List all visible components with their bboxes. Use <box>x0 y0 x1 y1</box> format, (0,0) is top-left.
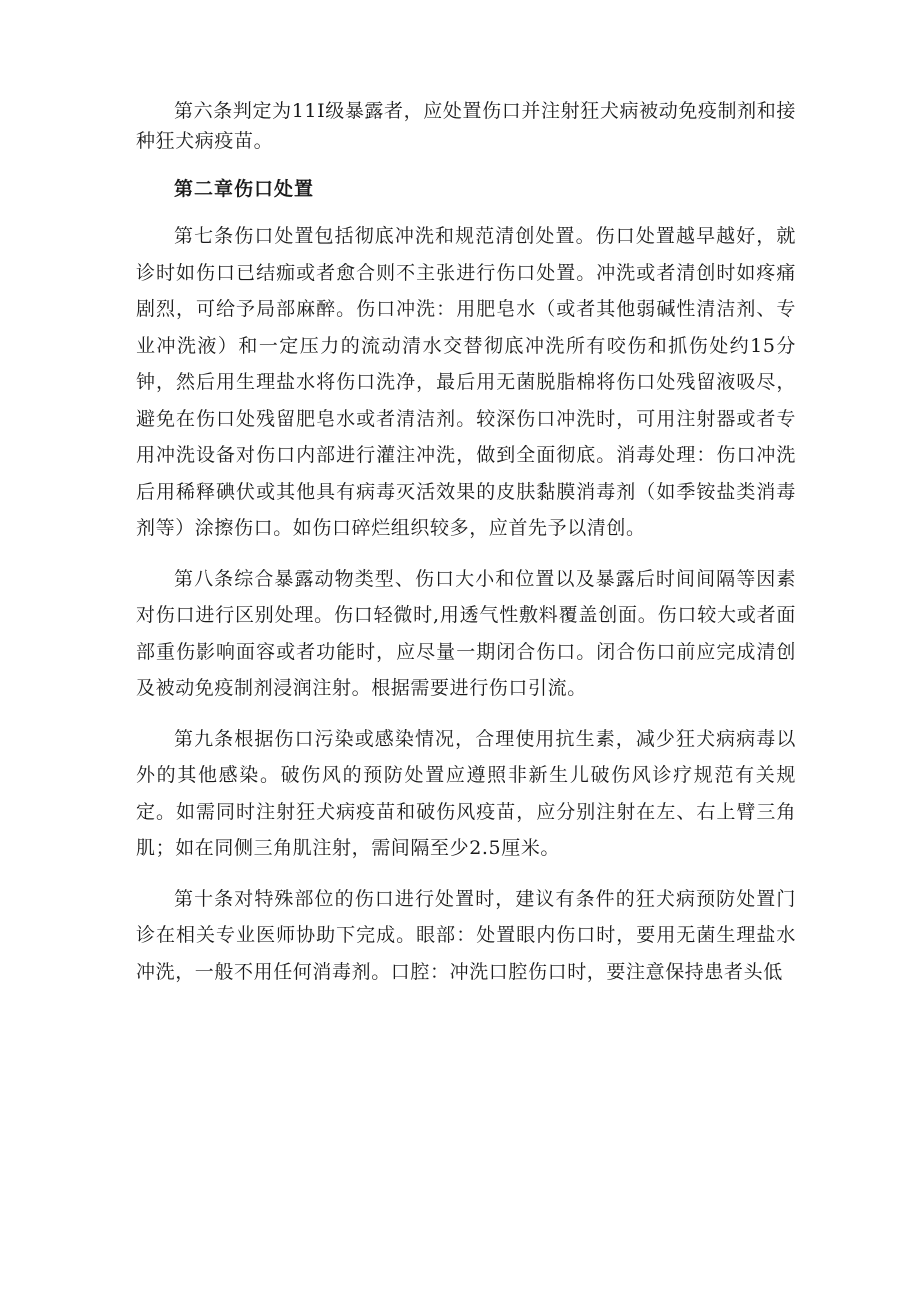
chapter-2-heading: 第二章伤口处置 <box>174 178 315 200</box>
document-body <box>136 96 796 1004</box>
article-9-paragraph: 第九条根据伤口污染或感染情况，合理使用抗生素，减少狂犬病病毒以外的其他感染。破伤风的预防处置应遵照非新生儿破伤风诊疗规范有关规定。如需同时注射狂犬病疫苗和破伤风疫苗，应分别注射在左、右上臂三角肌；如在同侧三角肌注射，需间隔至少2.5厘米。 <box>136 727 796 859</box>
article-10-paragraph: 第十条对特殊部位的伤口进行处置时，建议有条件的狂犬病预防处置门诊在相关专业医师协助下完成。眼部：处置眼内伤口时，要用无菌生理盐水冲洗，一般不用任何消毒剂。口腔：冲洗口腔伤口时，要注意保持患者头低 <box>136 887 796 983</box>
article-7-paragraph: 第七条伤口处置包括彻底冲洗和规范清创处置。伤口处置越早越好，就诊时如伤口已结痂或者愈合则不主张进行伤口处置。冲洗或者清创时如疼痛剧烈，可给予局部麻醉。伤口冲洗：用肥皂水（或者其他弱碱性清洁剂、专业冲洗液）和一定压力的流动清水交替彻底冲洗所有咬伤和抓伤处约15分钟，然后用生理盐水将伤口洗净，最后用无菌脱脂棉将伤口处残留液吸尽，避免在伤口处残留肥皂水或者清洁剂。较深伤口冲洗时，可用注射器或者专用冲洗设备对伤口内部进行灌注冲洗，做到全面彻底。消毒处理：伤口冲洗后用稀释碘伏或其他具有病毒灭活效果的皮肤黏膜消毒剂（如季铵盐类消毒剂等）涂擦伤口。如伤口碎烂组织较多，应首先予以清创。 <box>136 225 796 539</box>
article-6-paragraph: 第六条判定为11I级暴露者，应处置伤口并注射狂犬病被动免疫制剂和接种狂犬病疫苗。 <box>136 100 796 152</box>
article-8-paragraph: 第八条综合暴露动物类型、伤口大小和位置以及暴露后时间间隔等因素对伤口进行区别处理。伤口轻微时,用透气性敷料覆盖创面。伤口较大或者面部重伤影响面容或者功能时，应尽量一期闭合伤口。闭合伤口前应完成清创及被动免疫制剂浸润注射。根据需要进行伤口引流。 <box>136 567 796 699</box>
